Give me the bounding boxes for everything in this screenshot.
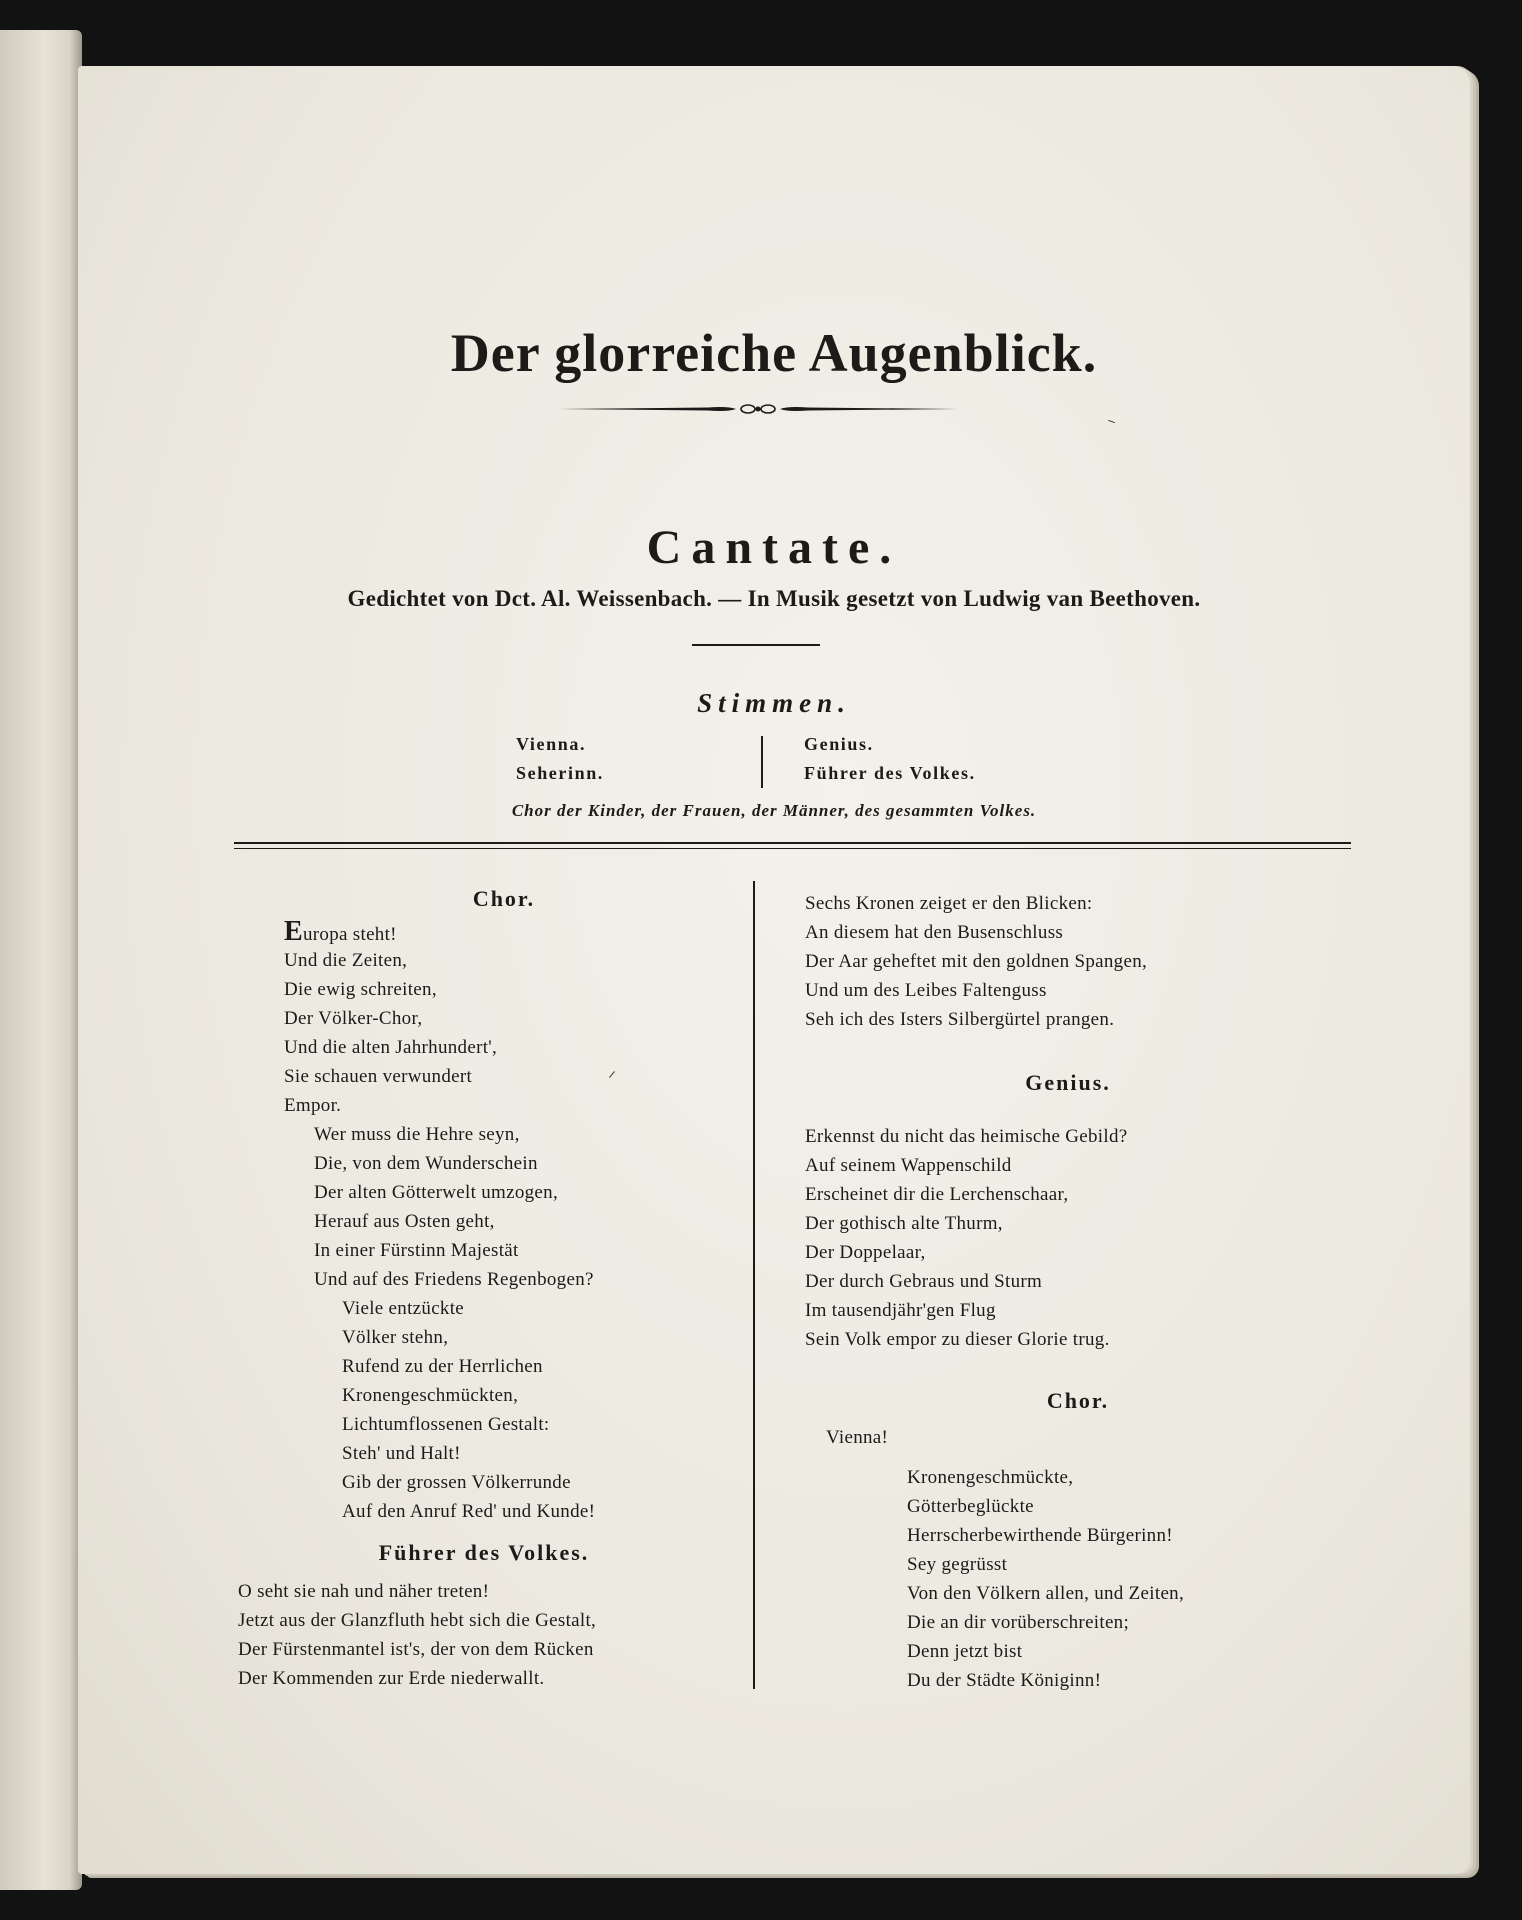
verse-line: Erkennst du nicht das heimische Gebild?	[805, 1126, 1128, 1147]
author-credit: Gedichtet von Dct. Al. Weissenbach. — In Musik gesetzt von Ludwig van Beethoven.	[347, 586, 1201, 611]
right-chor-verse	[907, 1463, 1184, 1695]
verse-line: Steh' und Halt!	[342, 1443, 461, 1464]
verse-line: Gib der grossen Völkerrunde	[342, 1472, 571, 1493]
page-title: Der glorreiche Augenblick.	[450, 323, 1098, 383]
short-rule	[692, 644, 820, 646]
verse-line: Der Doppelaar,	[805, 1242, 926, 1263]
verse-line: Der Aar geheftet mit den goldnen Spangen,	[805, 951, 1148, 972]
verse-line: An diesem hat den Busenschluss	[805, 922, 1064, 943]
verse-line: Wer muss die Hehre seyn,	[314, 1124, 520, 1145]
verse-line: Auf seinem Wappenschild	[805, 1155, 1012, 1176]
verse-line: Denn jetzt bist	[907, 1641, 1023, 1662]
verse-line: Auf den Anruf Red' und Kunde!	[342, 1501, 596, 1522]
verse-line: Herrscherbewirthende Bürgerinn!	[907, 1525, 1173, 1546]
voices-heading: Stimmen.	[697, 688, 851, 718]
verse-line: Und die alten Jahrhundert',	[284, 1037, 498, 1058]
verse-line: Und auf des Friedens Regenbogen?	[314, 1269, 594, 1290]
chor-address	[826, 1423, 888, 1452]
voices-chorus: Chor der Kinder, der Frauen, der Männer, des gesammten Volkes.	[511, 801, 1037, 820]
verse-line: Du der Städte Königinn!	[907, 1670, 1102, 1691]
verse-line: Der alten Götterwelt umzogen,	[314, 1182, 559, 1203]
verse-line: Von den Völkern allen, und Zeiten,	[907, 1583, 1185, 1604]
verse-line: Kronengeschmückten,	[342, 1385, 519, 1406]
voice-fuehrer: Führer des Volkes.	[804, 763, 976, 783]
left-chor-verse	[284, 917, 497, 1120]
verse-line: Der Völker-Chor,	[284, 1008, 423, 1029]
facing-page-edge	[0, 30, 82, 1890]
verse-line: Sechs Kronen zeiget er den Blicken:	[805, 893, 1093, 914]
verse-line: Seh ich des Isters Silbergürtel prangen.	[805, 1009, 1115, 1030]
verse-line: Europa steht!	[284, 916, 397, 947]
verse-line: Und um des Leibes Faltenguss	[805, 980, 1047, 1001]
genius-heading: Genius.	[1025, 1070, 1111, 1095]
verse-line: Die ewig schreiten,	[284, 979, 437, 1000]
verse-line: Erscheinet dir die Lerchenschaar,	[805, 1184, 1069, 1205]
verse-line: Vienna!	[826, 1427, 889, 1448]
verse-line: Die an dir vorüberschreiten;	[907, 1612, 1130, 1633]
ornament-rule	[558, 399, 958, 419]
column-divider	[753, 881, 755, 1689]
verse-line: Rufend zu der Herrlichen	[342, 1356, 543, 1377]
verse-line: Viele entzückte	[342, 1298, 465, 1319]
verse-line: In einer Fürstinn Majestät	[314, 1240, 519, 1261]
verse-line: Herauf aus Osten geht,	[314, 1211, 495, 1232]
verse-line: Sey gegrüsst	[907, 1554, 1008, 1575]
verse-line: Empor.	[284, 1095, 342, 1116]
genius-verse	[805, 1122, 1127, 1354]
double-rule	[234, 842, 1351, 844]
verse-line: Lichtumflossenen Gestalt:	[342, 1414, 550, 1435]
voice-seherinn: Seherinn.	[516, 763, 604, 783]
verse-line: Der durch Gebraus und Sturm	[805, 1271, 1043, 1292]
double-rule-thin	[234, 848, 1351, 849]
left-chor-verse-indent1	[314, 1120, 594, 1294]
verse-line: Götterbeglückte	[907, 1496, 1034, 1517]
voices-divider	[761, 736, 763, 788]
verse-line: Sie schauen verwundert	[284, 1066, 473, 1087]
right-top-verse	[805, 889, 1147, 1034]
verse-line: Der Fürstenmantel ist's, der von dem Rücken	[238, 1639, 594, 1660]
voice-genius: Genius.	[804, 734, 874, 754]
voice-vienna: Vienna.	[516, 734, 587, 754]
verse-line: Und die Zeiten,	[284, 950, 408, 971]
verse-line: Jetzt aus der Glanzfluth hebt sich die Gestalt,	[238, 1610, 597, 1631]
verse-line: Der gothisch alte Thurm,	[805, 1213, 1003, 1234]
verse-line: Der Kommenden zur Erde niederwallt.	[238, 1668, 545, 1689]
verse-line: Im tausendjähr'gen Flug	[805, 1300, 996, 1321]
right-chor-heading: Chor.	[1046, 1388, 1110, 1413]
fuehrer-heading: Führer des Volkes.	[378, 1540, 590, 1565]
book-page	[78, 66, 1470, 1874]
left-chor-heading: Chor.	[472, 886, 536, 911]
verse-line: Völker stehn,	[342, 1327, 449, 1348]
verse-line: Die, von dem Wunderschein	[314, 1153, 538, 1174]
fuehrer-verse	[238, 1577, 596, 1693]
verse-line: Sein Volk empor zu dieser Glorie trug.	[805, 1329, 1110, 1350]
paper-speck	[609, 1071, 615, 1078]
paper-speck	[1108, 420, 1115, 423]
verse-line: Kronengeschmückte,	[907, 1467, 1074, 1488]
verse-line: O seht sie nah und näher treten!	[238, 1581, 490, 1602]
page-subtitle: Cantate.	[646, 521, 902, 574]
left-chor-verse-indent2	[342, 1294, 595, 1526]
